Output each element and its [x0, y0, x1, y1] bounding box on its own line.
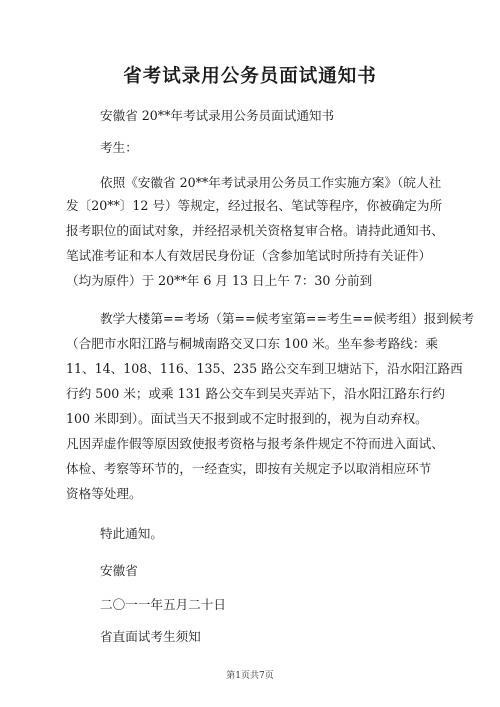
paragraph-line: （合肥市水阳江路与桐城南路交叉口东 100 米。坐车参考路线：乘	[66, 336, 439, 351]
paragraph-line: 依照《安徽省 20**年考试录用公务员工作实施方案》（皖人社	[100, 175, 442, 190]
paragraph-line: 教学大楼第==考场（第==候考室第==考生==候考组）报到候考	[100, 311, 475, 326]
paragraph-line: 行约 500 米；或乘 131 路公交车到吴夹弄站下，沿水阳江路东行约	[66, 386, 445, 401]
paragraph-line: 笔试准考证和本人有效居民身份证（含参加笔试时所持有关证件）	[66, 248, 432, 263]
issuing-organization: 安徽省	[100, 563, 138, 578]
paragraph-line: 资格等处理。	[66, 486, 142, 501]
paragraph-line: 体检、考察等环节的，一经查实，即按有关规定予以取消相应环节	[66, 461, 432, 476]
paragraph-line: 100 米即到）。面试当天不报到或不定时报到的，视为自动弃权。	[66, 411, 428, 426]
issue-date: 二〇一一年五月二十日	[100, 597, 226, 612]
greeting: 考生：	[100, 140, 138, 155]
paragraph-line: 报考职位的面试对象，并经招录机关资格复审合格。请持此通知书、	[66, 223, 444, 238]
page-number: 第1页共7页	[226, 671, 274, 681]
document-subtitle: 安徽省 20**年考试录用公务员面试通知书	[100, 108, 335, 123]
closing-text: 特此通知。	[100, 526, 163, 541]
paragraph-line: 11、14、108、116、135、235 路公交车到卫塘站下，沿水阳江路西	[66, 361, 463, 376]
document-title: 省考试录用公务员面试通知书	[123, 66, 377, 87]
paragraph-line: 发〔20**〕12 号）等规定，经过报名、笔试等程序，你被确定为所	[66, 198, 443, 213]
paragraph-line: 凡因弄虚作假等原因致使报考资格与报考条件规定不符而进入面试、	[66, 436, 444, 451]
next-section-heading: 省直面试考生须知	[100, 629, 201, 644]
paragraph-line: （均为原件）于 20**年 6 月 13 日上午 7：30 分前到	[66, 273, 373, 288]
